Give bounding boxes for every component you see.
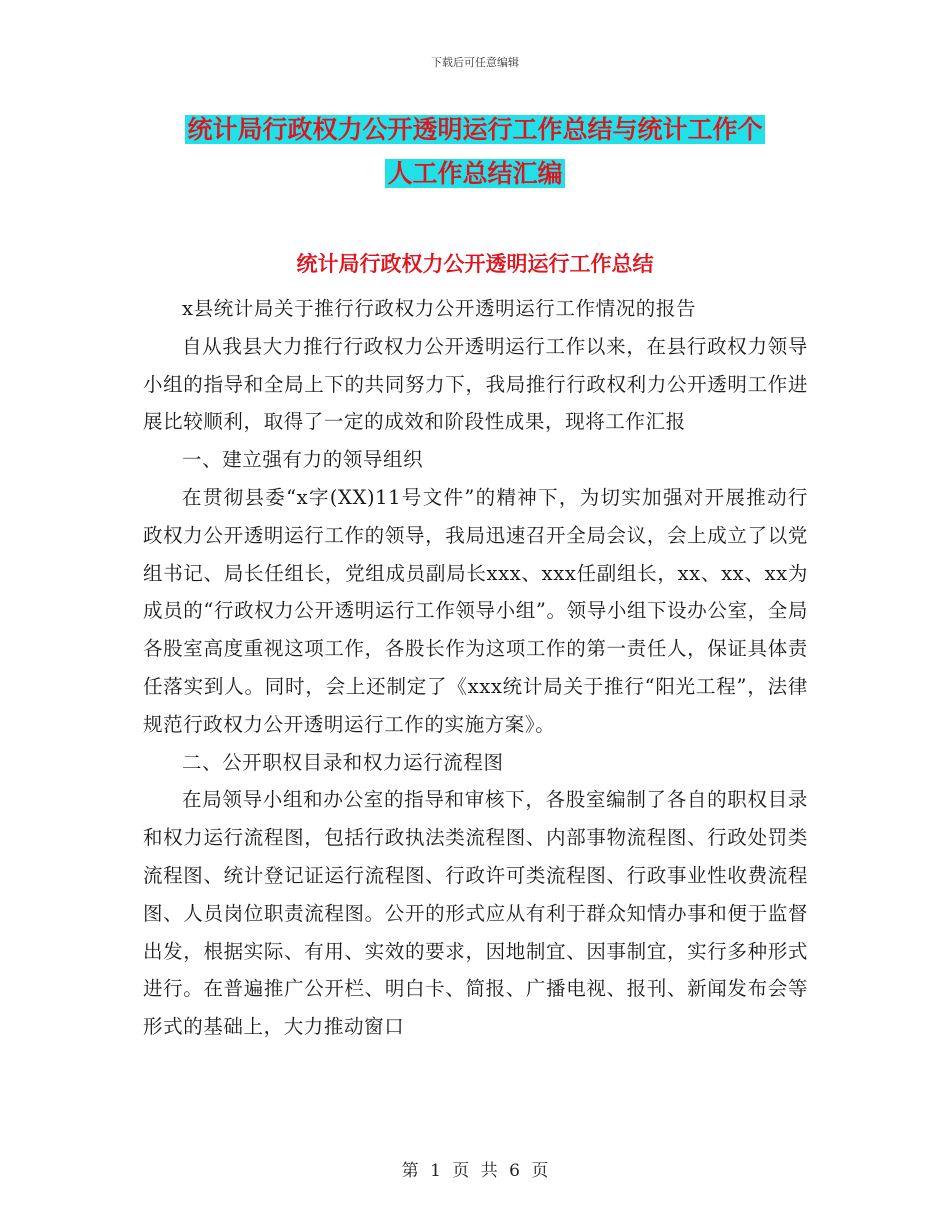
document-title xyxy=(140,108,810,196)
paragraph-leadership: 在贯彻县委“x字(XX)11号文件”的精神下，为切实加强对开展推动行政权力公开透明运行工作的领导，我局迅速召开全局会议，会上成立了以党组书记、局长任组长，党组成员副局长xxx、xxx任副组长，xx、xx、xx为成员的“行政权力公开透明运行工作领导小组”。领导小组下设办公室，全局各股室高度重视这项工作，各股长作为这项工作的第一责任人，保证具体责任落实到人。同时，会上还制定了《xxx统计局关于推行“阳光工程”，法律规范行政权力公开透明运行工作的实施方案》。 xyxy=(143,485,808,736)
paragraph-heading-1: 一、建立强有力的领导组织 xyxy=(182,448,424,472)
document-title-line-2: 人工作总结汇编 xyxy=(387,159,563,188)
paragraph-intro: 自从我县大力推行行政权力公开透明运行工作以来，在县行政权力领导小组的指导和全局上下的共同努力下，我局推行行政权利力公开透明工作进展比较顺利，取得了一定的成效和阶段性成果，现将工作汇报 xyxy=(143,334,808,434)
paragraph-flowcharts: 在局领导小组和办公室的指导和审核下，各股室编制了各自的职权目录和权力运行流程图，包括行政执法类流程图、内部事物流程图、行政处罚类流程图、统计登记证运行流程图、行政许可类流程图、行政事业性收费流程图、人员岗位职责流程图。公开的形式应从有利于群众知情办事和便于监督出发，根据实际、有用、实效的要求，因地制宜、因事制宜，实行多种形式进行。在普遍推广公开栏、明白卡、简报、广播电视、报刊、新闻发布会等形式的基础上，大力推动窗口 xyxy=(143,788,808,1039)
body-text xyxy=(143,290,808,1046)
paragraph-heading-2: 二、公开职权目录和权力运行流程图 xyxy=(182,750,504,774)
paragraph-report-title: x县统计局关于推行行政权力公开透明运行工作情况的报告 xyxy=(182,297,697,320)
page-number-footer: 第 1 页 共 6 页 xyxy=(401,1161,549,1181)
document-title-line-1: 统计局行政权力公开透明运行工作总结与统计工作个 xyxy=(187,115,763,144)
section-title: 统计局行政权力公开透明运行工作总结 xyxy=(296,252,654,276)
page-header-note: 下载后可任意编辑 xyxy=(431,56,519,69)
